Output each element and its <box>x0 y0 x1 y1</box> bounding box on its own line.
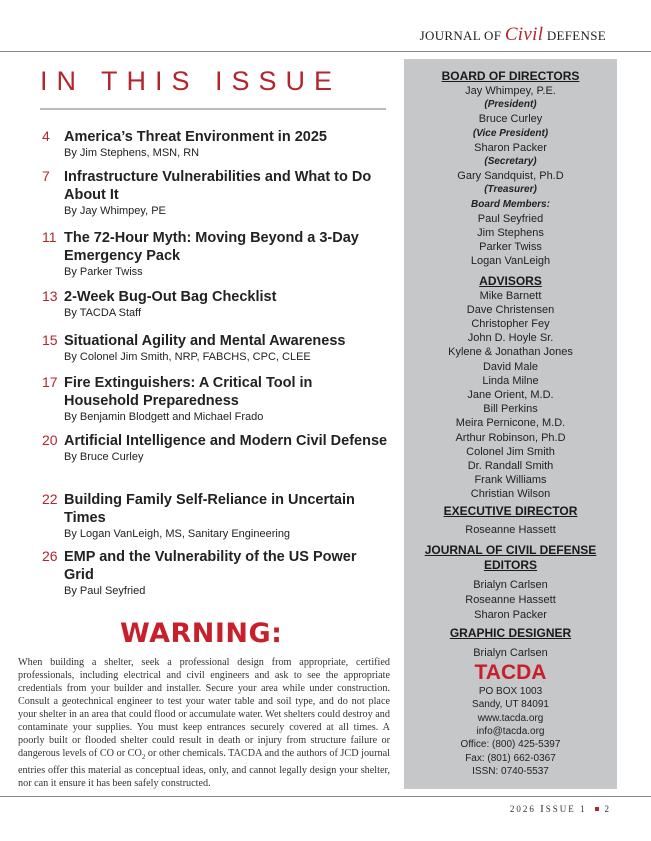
toc-byline: By Paul Seyfried <box>64 585 146 597</box>
toc-entry[interactable] <box>42 374 390 424</box>
toc-entry[interactable] <box>42 332 390 364</box>
exec-list <box>404 523 617 537</box>
footer-year: 2026 <box>509 804 536 814</box>
toc-byline: By Jim Stephens, MSN, RN <box>64 147 200 159</box>
masthead-pre: JOURNAL OF <box>419 28 505 43</box>
warning-subscript: 2 <box>141 753 146 762</box>
board-role: Board Members: <box>471 198 550 210</box>
board-member: Logan VanLeigh <box>470 255 551 268</box>
address-item: www.tacda.org <box>477 712 544 724</box>
footer-issue: SSUE <box>545 804 576 814</box>
toc-title: Situational Agility and Mental Awareness <box>64 333 346 349</box>
board-role: (Vice President) <box>472 127 549 139</box>
toc-title: EMP and the Vulnerability of the US Power Grid <box>64 549 357 583</box>
toc-byline: By Parker Twiss <box>64 266 143 278</box>
toc-page-number: 11 <box>42 229 57 245</box>
board-member: Sharon Packer <box>474 141 547 154</box>
address-item: Fax: (801) 662-0367 <box>465 752 556 764</box>
toc-title: Artificial Intelligence and Modern Civil Defense <box>64 433 388 449</box>
tacda-logo: TACDA <box>474 661 547 685</box>
masthead-sidebar <box>404 59 617 789</box>
toc-entry[interactable] <box>42 548 390 598</box>
toc-page-number: 15 <box>42 332 58 348</box>
toc-byline: By Jay Whimpey, PE <box>64 205 166 217</box>
designer-heading: GRAPHIC DESIGNER <box>449 625 572 640</box>
toc-byline: By Logan VanLeigh, MS, Sanitary Engineering <box>64 528 291 540</box>
board-member: Paul Seyfried <box>477 212 544 225</box>
address-list <box>404 685 617 778</box>
toc-page-number: 7 <box>42 168 50 184</box>
exec-heading: EXECUTIVE DIRECTOR <box>443 503 578 518</box>
toc-byline: By Bruce Curley <box>64 451 144 463</box>
toc-byline: By TACDA Staff <box>64 307 142 319</box>
toc-byline: By Benjamin Blodgett and Michael Frado <box>64 411 264 423</box>
advisors-item: Dave Christensen <box>466 303 555 316</box>
bullet-icon <box>595 807 599 811</box>
warning-heading: WARNING: <box>120 618 283 649</box>
board-member: Jim Stephens <box>477 227 544 240</box>
toc-entry[interactable] <box>42 288 390 320</box>
advisors-item: Kylene & Jonathan Jones <box>448 346 573 359</box>
warning-text <box>18 656 390 790</box>
toc-title: 2-Week Bug-Out Bag Checklist <box>64 289 277 305</box>
address-item: ISSN: 0740-5537 <box>472 765 549 777</box>
toc-byline: By Colonel Jim Smith, NRP, FABCHS, CPC, CLEE <box>64 351 311 363</box>
address-item: Office: (800) 425-5397 <box>460 739 561 751</box>
board-member: Bruce Curley <box>478 113 543 126</box>
advisors-item: John D. Hoyle Sr. <box>467 332 554 345</box>
advisors-item: Dr. Randall Smith <box>467 460 554 473</box>
board-role: (Treasurer) <box>484 184 537 196</box>
toc-title: Infrastructure Vulnerabilities and What to Do About It <box>64 169 372 203</box>
address-item: PO BOX 1003 <box>478 686 543 698</box>
page-number: 2 <box>604 804 611 814</box>
advisors-item: Mike Barnett <box>479 289 542 302</box>
advisors-item: Meira Pernicone, M.D. <box>455 417 566 430</box>
toc-entry[interactable] <box>42 432 390 464</box>
editors-item: Sharon Packer <box>474 608 547 621</box>
address-item: info@tacda.org <box>476 725 545 737</box>
advisors-item: Christopher Fey <box>471 318 550 331</box>
board-member: Gary Sandquist, Ph.D <box>457 170 564 183</box>
toc-title: America’s Threat Environment in 2025 <box>64 129 327 145</box>
exec-item: Roseanne Hassett <box>465 523 556 536</box>
editors-list <box>404 578 617 623</box>
board-list <box>404 84 617 269</box>
toc-title: The 72-Hour Myth: Moving Beyond a 3-Day Emergency Pack <box>64 230 359 264</box>
warning-text-part: or other chemicals. TACDA and the authors of JCD journal entries offer this material as conceptual ideas, only, and cannot legally design your shelter, nor can it ensure it has been safely constructed. <box>18 748 390 790</box>
editors-item: Roseanne Hassett <box>465 593 556 606</box>
designer-list <box>404 646 617 660</box>
toc-entry[interactable] <box>42 229 390 279</box>
advisors-heading: ADVISORS <box>479 273 542 288</box>
footer <box>510 803 611 815</box>
board-role: (President) <box>484 99 537 111</box>
footer-divider <box>0 796 651 797</box>
toc-title: Fire Extinguishers: A Critical Tool in Household Preparedness <box>64 375 313 409</box>
advisors-item: Frank Williams <box>474 474 547 487</box>
footer-issue-number: 1 <box>580 804 587 814</box>
title-divider <box>40 108 386 110</box>
toc-entry[interactable] <box>42 128 390 160</box>
board-member: Jay Whimpey, P.E. <box>465 85 556 97</box>
toc-page-number: 13 <box>42 288 58 304</box>
board-heading: BOARD OF DIRECTORS <box>441 69 580 83</box>
toc-entry[interactable] <box>42 168 390 218</box>
footer-issue-cap: I <box>540 803 546 815</box>
advisors-item: Colonel Jim Smith <box>466 445 555 458</box>
toc-title: Building Family Self-Reliance in Uncertain Times <box>64 492 355 526</box>
advisors-list <box>404 289 617 502</box>
board-role: (Secretary) <box>484 156 537 168</box>
header-divider <box>0 51 651 52</box>
editors-heading: JOURNAL OF CIVIL DEFENSE EDITORS <box>424 542 597 572</box>
board-member: Parker Twiss <box>479 241 542 254</box>
masthead-post: DEFENSE <box>543 28 606 43</box>
designer-item: Brialyn Carlsen <box>473 646 548 659</box>
toc-entry[interactable] <box>42 491 390 541</box>
advisors-item: Arthur Robinson, Ph.D <box>455 431 566 444</box>
toc-page-number: 4 <box>42 128 50 144</box>
address-item: Sandy, UT 84091 <box>472 699 549 711</box>
editors-item: Brialyn Carlsen <box>473 578 548 591</box>
advisors-item: Bill Perkins <box>483 403 538 416</box>
toc-page-number: 20 <box>42 432 58 448</box>
toc-page-number: 22 <box>42 491 58 507</box>
advisors-item: Christian Wilson <box>470 488 551 501</box>
page-title: IN THIS ISSUE <box>40 66 342 96</box>
warning-text-part: When building a shelter, seek a professional design from appropriate, certified professionals, including electrical and civil engineers and ask to see the appropriate credentials from your builder and installer. Secure your area while under construction. Consult a geotechnical engineer to test your water table and soil type, and do not place your shelter in an area that could flood or accumulate water. Wet shelters could destroy and contaminate your supplies. You must keep entrances securely covered at all times. A poorly built or flooded shelter could result in death or injury from structure failure or dangerous levels of CO or CO <box>18 657 390 759</box>
advisors-item: Linda Milne <box>482 374 539 387</box>
masthead <box>420 24 606 46</box>
masthead-civil: Civil <box>504 24 544 45</box>
toc-page-number: 17 <box>42 374 58 390</box>
toc-page-number: 26 <box>42 548 58 564</box>
advisors-item: Jane Orient, M.D. <box>467 389 554 402</box>
advisors-item: David Male <box>482 360 539 373</box>
